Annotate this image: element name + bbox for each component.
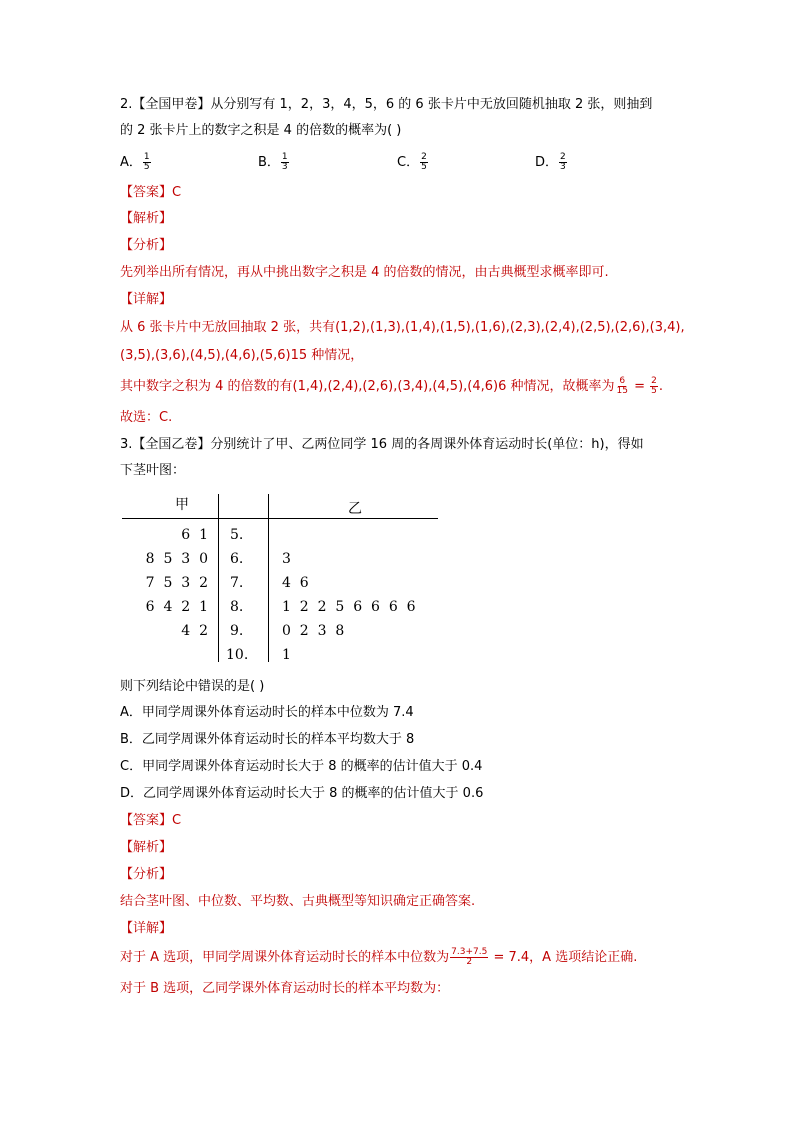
- q3-stem-line2: 下茎叶图：: [120, 463, 186, 478]
- left-divider: [218, 494, 219, 662]
- right-leaves-row-6: 1: [282, 647, 291, 663]
- stem-row-4: 8.: [230, 599, 244, 615]
- left-leaves-row-3: 7 5 3 2: [145, 575, 208, 591]
- q2-detail-line1: 从 6 张卡片中无放回抽取 2 张，共有(1,2),(1,3),(1,4),(1,5),(1,6),(2,3),(2,4),(2,5),(2,6),(3,4),: [120, 320, 685, 335]
- q3-option-d: D．乙同学周课外体育运动时长大于 8 的概率的估计值大于 0.6: [120, 786, 484, 801]
- q2-analysis-heading: 【解析】: [120, 211, 173, 226]
- right-leaves-row-2: 3: [282, 551, 291, 567]
- left-header: 甲: [175, 497, 189, 513]
- stem-row-5: 9.: [230, 623, 244, 639]
- q3-fenxi-heading: 【分析】: [120, 867, 173, 882]
- left-leaves-row-5: 4 2: [181, 623, 208, 639]
- q2-detail-line3: 其中数字之积为 4 的倍数的有(1,4),(2,4),(2,6),(3,4),(4,5),(4,6)6 种情况，故概率为 $\frac{6}{15}$ = $\frac{2}{5}$ .: [120, 376, 664, 396]
- q2-stem-line2: 的 2 张卡片上的数字之积是 4 的倍数的概率为( ): [120, 123, 402, 138]
- right-header: 乙: [348, 501, 362, 517]
- left-leaves-row-1: 6 1: [181, 527, 208, 543]
- stem-row-2: 6.: [230, 551, 244, 567]
- q3-answer: 【答案】C: [120, 813, 182, 828]
- right-leaves-row-4: 1 2 2 5 6 6 6 6: [282, 599, 416, 615]
- q3-detail-heading: 【详解】: [120, 921, 173, 936]
- q2-option-a: A． $\frac{1}{5}$: [120, 152, 150, 172]
- q2-option-d: D． $\frac{2}{3}$: [535, 152, 566, 172]
- left-leaves-row-2: 8 5 3 0: [145, 551, 208, 567]
- q3-fenxi-text: 结合茎叶图、中位数、平均数、古典概型等知识确定正确答案.: [120, 894, 476, 909]
- q2-stem-line1: 2.【全国甲卷】从分别写有 1，2，3，4，5，6 的 6 张卡片中无放回随机抽取 2 张，则抽到: [120, 97, 653, 112]
- q3-detail-b: 对于 B 选项，乙同学课外体育运动时长的样本平均数为：: [120, 981, 450, 996]
- q2-answer: 【答案】C: [120, 185, 182, 200]
- q2-fenxi-text: 先列举出所有情况，再从中挑出数字之积是 4 的倍数的情况，由古典概型求概率即可.: [120, 265, 609, 280]
- q3-analysis-heading: 【解析】: [120, 840, 173, 855]
- q2-detail-line2: (3,5),(3,6),(4,5),(4,6),(5,6)15 种情况，: [120, 348, 364, 363]
- q3-option-b: B．乙同学周课外体育运动时长的样本平均数大于 8: [120, 732, 415, 747]
- stem-row-3: 7.: [230, 575, 244, 591]
- stem-row-6: 10.: [226, 647, 249, 663]
- q2-fenxi-heading: 【分析】: [120, 238, 173, 253]
- header-rule: [122, 518, 438, 519]
- q3-option-c: C．甲同学周课外体育运动时长大于 8 的概率的估计值大于 0.4: [120, 759, 483, 774]
- q2-option-b: B． $\frac{1}{3}$: [258, 152, 288, 172]
- left-leaves-row-4: 6 4 2 1: [145, 599, 208, 615]
- stem-and-leaf-plot: [120, 494, 440, 664]
- stem-row-1: 5.: [230, 527, 244, 543]
- q3-stem-line1: 3.【全国乙卷】分别统计了甲、乙两位同学 16 周的各周课外体育运动时长(单位：h)，得如: [120, 437, 644, 452]
- right-divider: [268, 494, 269, 662]
- q3-question: 则下列结论中错误的是( ): [120, 679, 265, 694]
- right-leaves-row-5: 0 2 3 8: [282, 623, 345, 639]
- q2-conclusion: 故选：C.: [120, 410, 173, 425]
- q2-detail-heading: 【详解】: [120, 292, 173, 307]
- q3-option-a: A．甲同学周课外体育运动时长的样本中位数为 7.4: [120, 705, 414, 720]
- q2-option-c: C． $\frac{2}{5}$: [397, 152, 427, 172]
- right-leaves-row-3: 4 6: [282, 575, 309, 591]
- q3-detail-a: 对于 A 选项，甲同学周课外体育运动时长的样本中位数为 $\frac{7.3+7.5}{2}$ = 7.4，A 选项结论正确.: [120, 947, 638, 967]
